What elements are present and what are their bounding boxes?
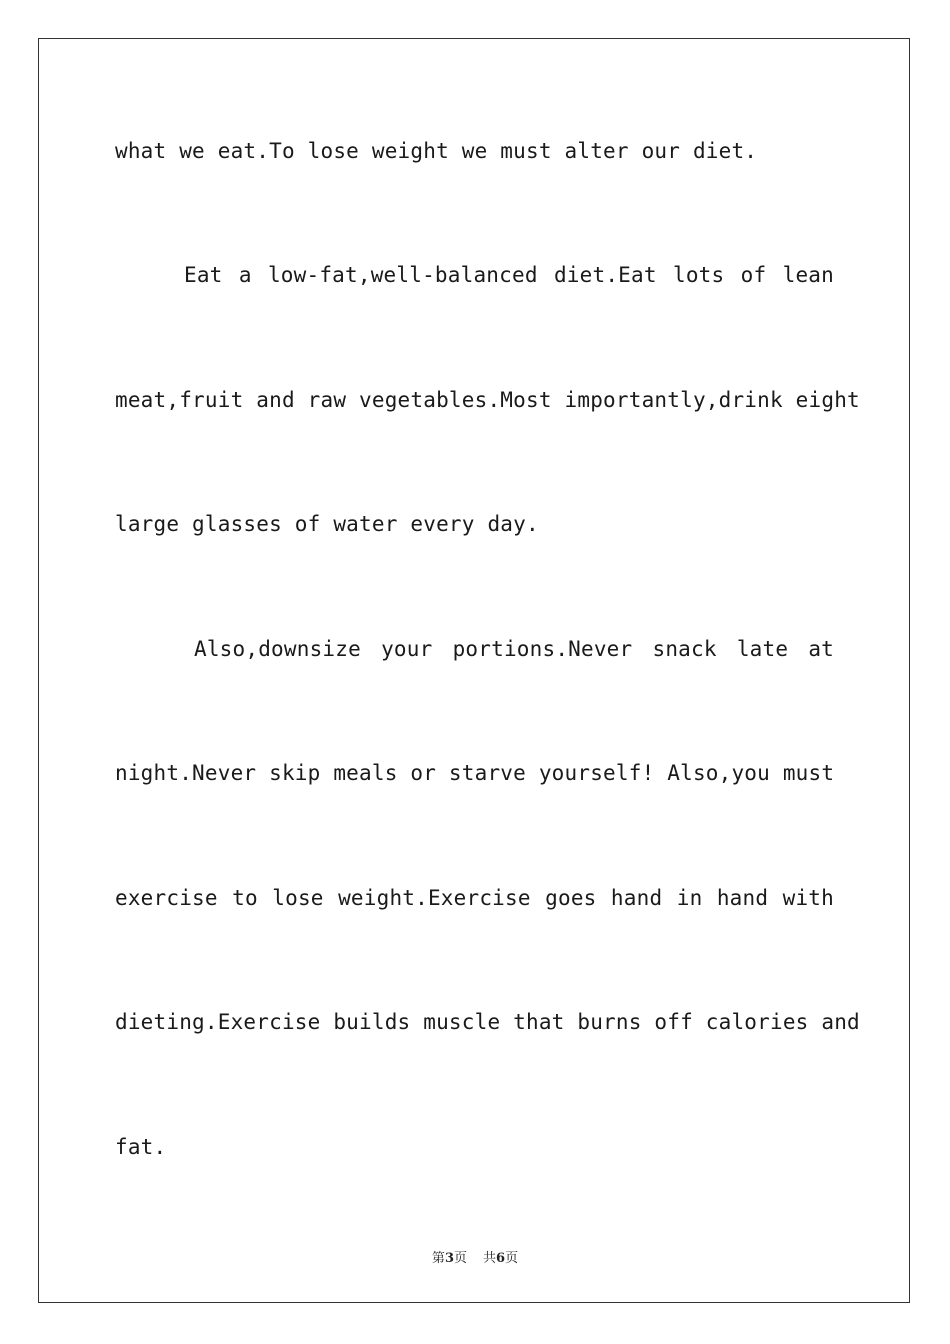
page-border <box>38 38 910 1303</box>
text-line-7: exercise to lose weight.Exercise goes hand in hand with <box>115 886 834 910</box>
text-line-3: meat,fruit and raw vegetables.Most importantly,drink eight <box>115 388 860 412</box>
text-line-5: Also,downsize your portions.Never snack late at <box>194 637 834 661</box>
page-footer <box>0 1247 950 1266</box>
text-line-9: fat. <box>115 1135 167 1159</box>
text-line-1: what we eat.To lose weight we must alter our diet. <box>115 139 758 163</box>
total-page-number: 6 <box>496 1251 506 1266</box>
footer-total-unit: 页 <box>505 1251 519 1266</box>
text-line-2: Eat a low-fat,well-balanced diet.Eat lots of lean <box>184 263 834 287</box>
footer-prefix: 第 <box>431 1251 445 1266</box>
text-line-6: night.Never skip meals or starve yourself! Also,you must <box>115 761 835 785</box>
current-page-number: 3 <box>444 1251 454 1266</box>
footer-page-unit: 页 <box>453 1251 467 1266</box>
footer-total-prefix: 共 <box>483 1251 497 1266</box>
text-line-4: large glasses of water every day. <box>115 512 539 536</box>
text-line-8: dieting.Exercise builds muscle that burns off calories and <box>115 1010 860 1034</box>
